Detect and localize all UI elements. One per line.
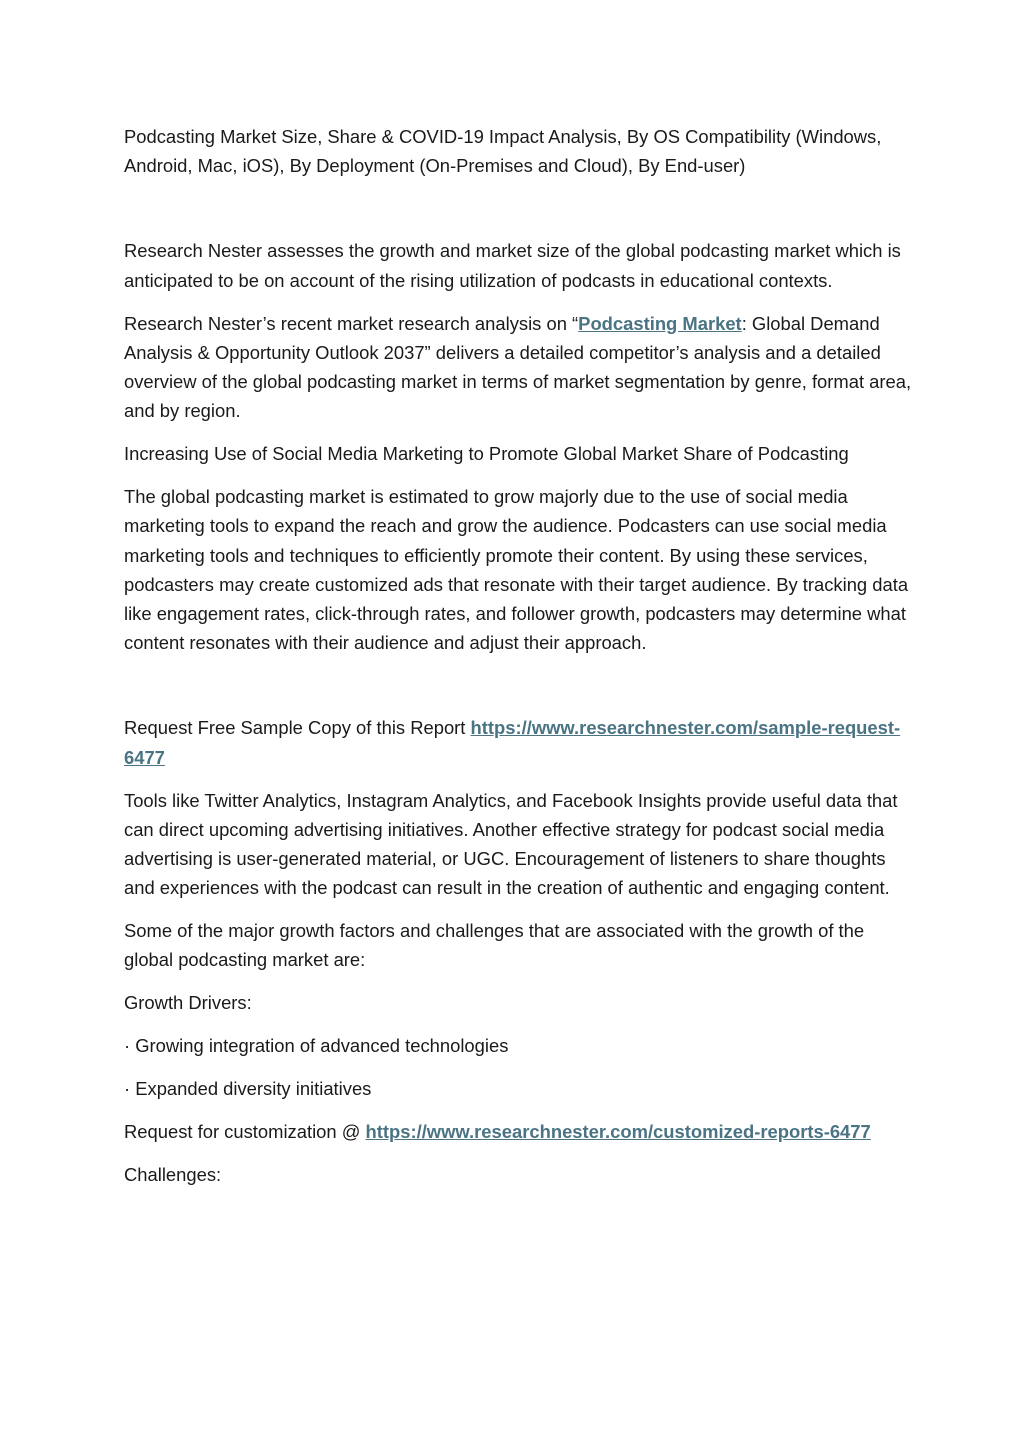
document-page bbox=[124, 122, 914, 1203]
document-title: Podcasting Market Size, Share & COVID-19 Impact Analysis, By OS Compatibility (Windows, Android, Mac, iOS), By Deployment (On-Premises and Cloud), By End-user) bbox=[124, 126, 882, 177]
challenges-heading: Challenges: bbox=[124, 1164, 222, 1186]
body-paragraph-2: Tools like Twitter Analytics, Instagram Analytics, and Facebook Insights provide useful data that can direct upcoming advertising initiatives. Another effective strategy for podcast social media advertising is user-generated material, or UGC. Encouragement of listeners to share thoughts and experiences with the podcast can result in the creation of authentic and engaging content. bbox=[124, 789, 898, 899]
factors-intro-paragraph: Some of the major growth factors and challenges that are associated with the growth of the global podcasting market are: bbox=[124, 920, 865, 971]
growth-drivers-heading: Growth Drivers: bbox=[124, 992, 252, 1014]
customization-label: Request for customization @ bbox=[124, 1121, 366, 1143]
body-paragraph-1: The global podcasting market is estimated to grow majorly due to the use of social media marketing tools to expand the reach and grow the audience. Podcasters can use social media marketing tools and techniques to efficiently promote their content. By using these services, podcasters may create customized ads that resonate with their target audience. By tracking data like engagement rates, click-through rates, and follower growth, podcasters may determine what content resonates with their audience and adjust their approach. bbox=[124, 486, 909, 654]
analysis-paragraph bbox=[124, 309, 914, 426]
customization-link[interactable]: https://www.researchnester.com/customized-reports-6477 bbox=[365, 1121, 871, 1143]
customization-paragraph bbox=[124, 1117, 914, 1146]
intro-paragraph: Research Nester assesses the growth and market size of the global podcasting market which is anticipated to be on account of the rising utilization of podcasts in educational contexts. bbox=[124, 240, 901, 291]
podcasting-market-link[interactable]: Podcasting Market bbox=[578, 312, 742, 334]
analysis-text-before: Research Nester’s recent market research analysis on “ bbox=[124, 312, 579, 334]
section-subheading: Increasing Use of Social Media Marketing to Promote Global Market Share of Podcasting bbox=[124, 443, 849, 465]
sample-request-link[interactable]: https://www.researchnester.com/sample-request-6477 bbox=[124, 717, 901, 768]
sample-request-label: Request Free Sample Copy of this Report bbox=[124, 717, 471, 739]
sample-request-paragraph bbox=[124, 713, 914, 771]
analysis-text-after: : Global Demand Analysis & Opportunity Outlook 2037” delivers a detailed competitor’s analysis and a detailed overview of the global podcasting market in terms of market segmentation by genre, format area, and by region. bbox=[124, 312, 912, 422]
growth-driver-item: · Growing integration of advanced technologies bbox=[124, 1035, 509, 1057]
growth-driver-item: · Expanded diversity initiatives bbox=[124, 1078, 372, 1100]
